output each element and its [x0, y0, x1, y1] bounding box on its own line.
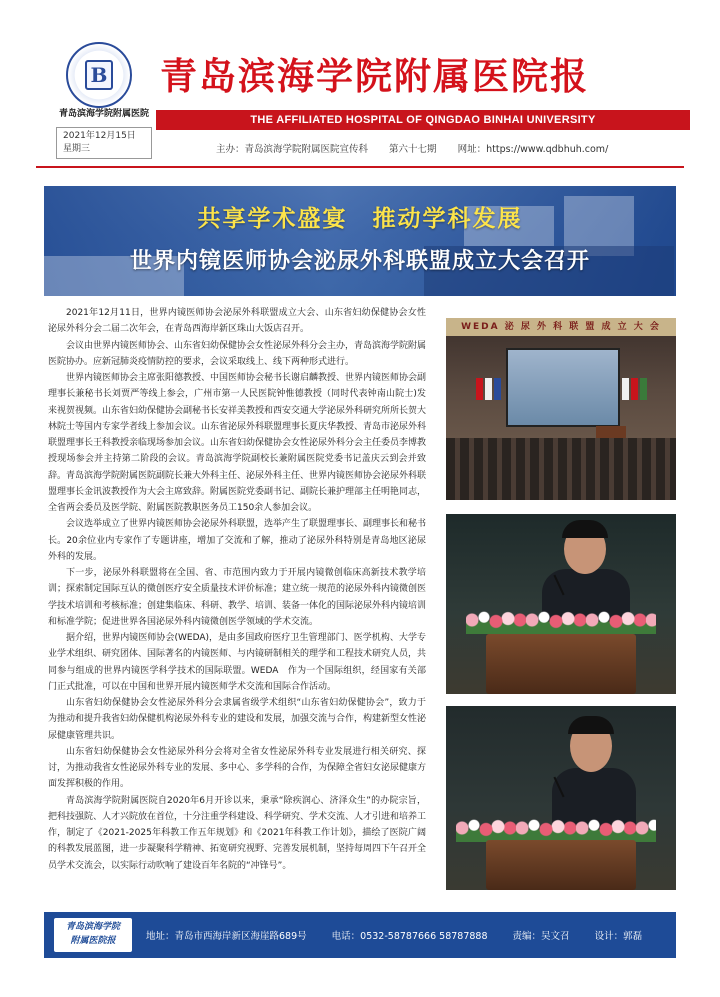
article-paragraph: 2021年12月11日，世界内镜医师协会泌尿外科联盟成立大会、山东省妇幼保健协会女性泌尿外科分会二届二次年会，在青岛西海岸新区珠山大饭店召开。: [48, 308, 426, 335]
article-paragraph: 山东省妇幼保健协会女性泌尿外科分会隶属省级学术组织“山东省妇幼保健协会”，致力于为推动和提升我省妇幼保健机构泌尿外科专业的建设和发展，加强交流与合作，构建新型女性泌尿健康管理共识。: [48, 698, 427, 741]
date-box: [56, 127, 152, 159]
hospital-logo: B: [66, 42, 132, 108]
footer-logo-text: 青岛滨海学院 附属医院报: [65, 922, 120, 946]
newspaper-title: 青岛滨海学院附属医院报: [160, 54, 589, 98]
website-text[interactable]: 网址：https://www.qdbhuh.com/: [457, 144, 609, 155]
article-paragraph: 会议选举成立了世界内镜医师协会泌尿外科联盟，选举产生了联盟理事长、副理事长和秘书长。20余位业内专家作了专题讲座，增加了交流和了解，推动了泌尿外科特别是青岛地区泌尿外科的发展。: [48, 519, 427, 562]
audience: [446, 438, 676, 500]
issue-number: 第六十七期: [389, 144, 437, 155]
footer-address: 地址：青岛市西海岸新区海崖路689号: [146, 931, 307, 942]
speaker-photo-2: [446, 706, 676, 890]
article-paragraph: 青岛滨海学院附属医院自2020年6月开诊以来，秉承“除疾润心、济泽众生”的办院宗旨，把科技强院、人才兴院放在首位，十分注重学科建设、科学研究、学术交流、人才引进和培养工作，制定了《2021-2025年科教工作五年规划》和《2021年科教工作计划》，描绘了医院广阔的科教发展蓝图，进一步凝聚科学精神、拓宽研究视野、完善发展机制，坚持每周四下午召开全员学术交流会，以实际行动吹响了建设百年名院的“冲锋号”。: [48, 795, 427, 871]
headline-kicker: 共享学术盛宴 推动学科发展: [197, 206, 523, 232]
article-paragraph: 据介绍，世界内镜医师协会(WEDA)，是由多国政府医疗卫生管理部门、医学机构、大学专业学术组织、研究团体、国际著名的内镜医师、与内镜研制相关的理学和工程技术研究人员，共同参与组成的世界内镜医学科学技术的国际联盟。WEDA 作为一个国际组织，经国家有关部门正式批准，可以在中国和世界开展内镜医师学术交流和国际合作活动。: [48, 633, 427, 692]
footer-designer: 设计：郭磊: [594, 931, 643, 942]
article-paragraph: 会议由世界内镜医师协会、山东省妇幼保健协会女性泌尿外科分会主办，青岛滨海学院附属医院协办。应新冠肺炎疫情防控的要求，会议采取线上、线下两种形式进行。: [48, 340, 427, 367]
footer-editor: 责编：吴文召: [512, 931, 570, 942]
headline-main: 世界内镜医师协会泌尿外科联盟成立大会召开: [129, 249, 590, 274]
issue-weekday: 星期三: [63, 144, 91, 154]
article-body: [48, 305, 426, 874]
masthead-divider: [36, 166, 684, 168]
sponsor-text: 主办：青岛滨海学院附属医院宣传科: [216, 144, 369, 155]
speaker-photo-1: [446, 514, 676, 694]
projection-screen: [506, 348, 620, 427]
conference-hall-photo: [446, 318, 676, 500]
photo-banner-text: WEDA 泌 尿 外 科 联 盟 成 立 大 会: [446, 318, 676, 336]
masthead-info: [216, 141, 626, 155]
article-paragraph: 下一步，泌尿外科联盟将在全国、省、市范围内致力于开展内镜微创临床高新技术教学培训；探索制定国际互认的微创医疗安全质量技术评价标准；建立统一规范的泌尿外科内镜微创医学技术培训和考核标准；创建集临床、科研、教学、培训、装备一体化的国际泌尿外科内镜培训和标准学院；促进世界各国泌尿外科内镜微创医学领域的学术交流。: [48, 568, 427, 627]
article-paragraph: 山东省妇幼保健协会女性泌尿外科分会将对全省女性泌尿外科专业发展进行相关研究、探讨，为推动我省女性泌尿外科专业的发展、多中心、多学科的合作，为保障全省妇女泌尿健康方面发挥积极的作用。: [48, 746, 427, 790]
issue-date: 2021年12月15日: [63, 131, 136, 141]
article-paragraph: 世界内镜医师协会主席张阳德教授、中国医师协会秘书长谢启麟教授、世界内镜医师协会副理事长兼秘书长刘贾严等线上参会，广州市第一人民医院钟惟德教授（同时代表钟南山院士)发来视贺视频。山东省妇幼保健协会副秘书长安祥美教授和西安交通大学泌尿外科研究所所长贺大林院士等国内专家学者线上参加会议。山东省泌尿外科联盟理事长夏庆华教授、青岛市泌尿外科联盟理事长王科教授亲临现场参加会议。山东省妇幼保健协会女性泌尿外科分会主任委员李博教授现场参会并主持第二阶段的会议。青岛滨海学院副校长兼附属医院党委书记盖庆云到会并致辞。青岛滨海学院附属医院副院长兼大外科主任、泌尿外科主任、世界内镜医师协会泌尿外科联盟理事长金讯波教授作为大会主席致辞。附属医院党委副书记、副院长兼护理部主任明艳同志，全省两会委员及医学院、附属医院教职医务员工150余人参加会议。: [48, 373, 427, 513]
footer-phone: 电话：0532-58787666 58787888: [331, 931, 488, 942]
footer-info: [146, 928, 664, 942]
logo-caption: 青岛滨海学院附属医院: [58, 109, 149, 119]
newspaper-title-english: THE AFFILIATED HOSPITAL OF QINGDAO BINHAI UNIVERSITY: [250, 114, 596, 126]
